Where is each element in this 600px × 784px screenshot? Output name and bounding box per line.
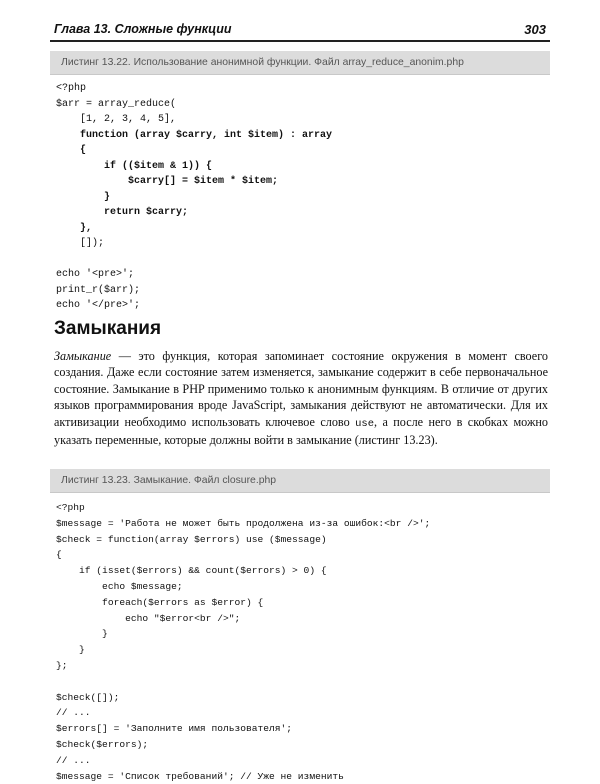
code-line: $carry[] = $item * $item; [56,176,279,187]
code-line: $check = function(array $errors) use ($message) [56,533,327,545]
code-line: return $carry; [56,207,189,218]
book-page [50,0,550,784]
keyword-use: use [355,417,374,430]
code-line: // ... [56,707,91,719]
code-line [56,252,332,268]
code-line: } [56,191,111,203]
code-line: if (isset($errors) && count($errors) > 0) { [56,565,327,577]
code-line: echo $message; [56,580,183,592]
code-line: }; [56,659,68,671]
code-line: echo "$error<br />"; [56,612,241,624]
code-line: { [56,145,87,156]
code-line: } [56,628,108,640]
section-title: Замыкания [54,318,162,339]
running-header [50,18,550,42]
code-line: } [56,644,85,656]
code-line: $check([]); [56,691,120,703]
code-line: if (($item & 1)) { [56,160,213,172]
code-line: print_r($arr); [56,284,141,296]
code-line: $check($errors); [56,738,149,750]
code-line: <?php [56,83,87,94]
code-line: $message = 'Список требований'; // Уже не изменить [56,770,344,782]
code-line: echo '<pre>'; [56,269,135,280]
code-line: { [56,549,62,561]
code-line: $message = 'Работа не может быть продолжена из-за ошибок:<br />'; [56,517,431,529]
code-line: []); [56,238,105,249]
listing-13-22-caption: Листинг 13.22. Использование анонимной функции. Файл array_reduce_anonim.php [50,51,550,75]
code-line: <?php [56,502,85,513]
code-line [56,674,430,690]
term-closure: Замыкание [54,349,112,363]
paragraph-text-2: , а после него в скобках можно указать переменные, которые должны войти в замыкание (листинг 13.23). [54,414,548,448]
code-line: }, [56,222,93,234]
code-line: // ... [56,754,91,766]
code-line: echo '</pre>'; [56,300,141,311]
code-line: foreach($errors as $error) { [56,596,264,608]
code-line: $arr = array_reduce( [56,98,177,110]
listing-13-22-code [56,81,332,314]
code-line: function (array $carry, int $item) : array [56,129,333,141]
paragraph-text-1: — это функция, которая запоминает состояние окружения в момент своего создания. Даже если состояние затем изменяется, замыкание содержит в себе первоначальное состояние. Замыкание в PHP применимо только к анонимным функциям. В отличие от других языков программирования вроде JavaScript, замыкания действуют не автоматически. Для их активизации необходимо использовать ключевое слово [54,349,548,429]
listing-13-23-code [56,500,430,784]
code-line: [1, 2, 3, 4, 5], [56,114,177,125]
body-paragraph [54,348,548,448]
chapter-title: Глава 13. Сложные функции [54,22,232,36]
listing-13-23-caption: Листинг 13.23. Замыкание. Файл closure.php [50,469,550,493]
code-line: $errors[] = 'Заполните имя пользователя'; [56,723,293,735]
page-number: 303 [524,22,546,37]
